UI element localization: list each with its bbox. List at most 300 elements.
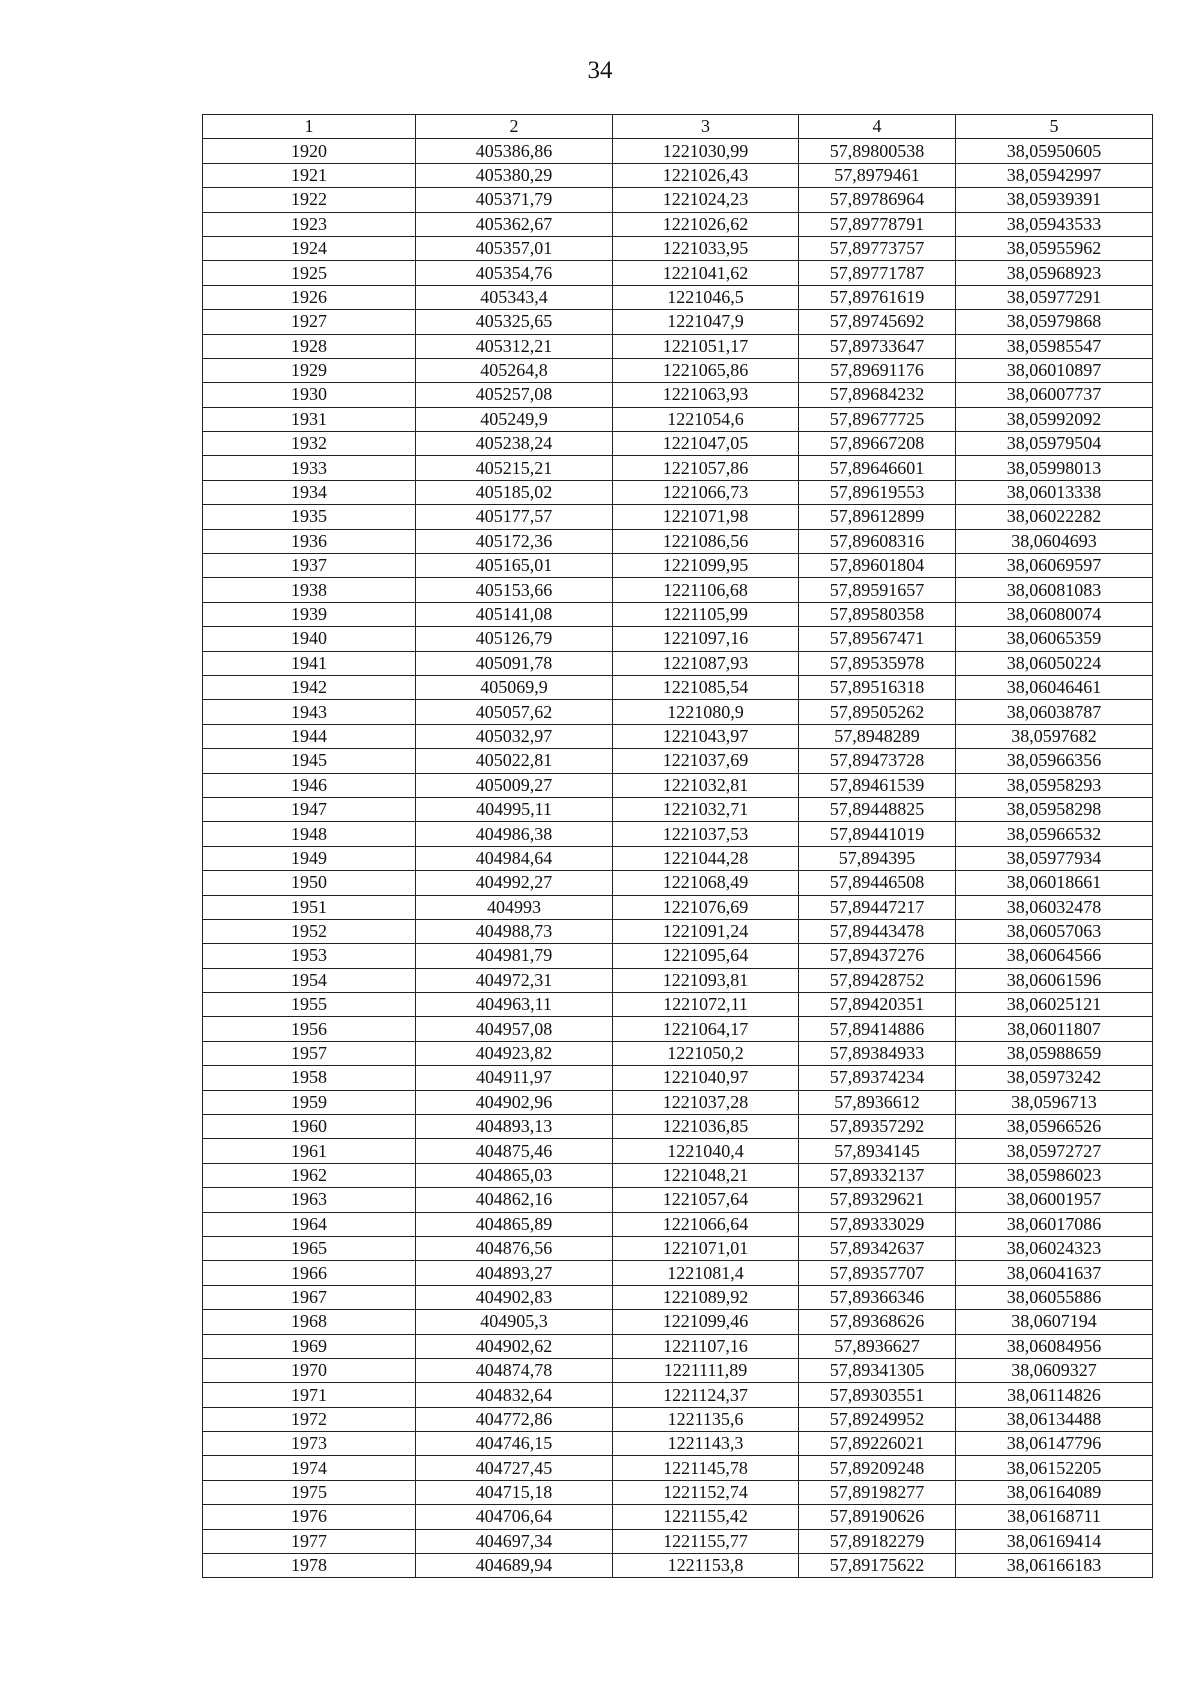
table-cell: 38,06038787 [956,700,1153,724]
table-cell: 404902,83 [416,1285,613,1309]
table-cell: 404993 [416,895,613,919]
table-cell: 38,05992092 [956,407,1153,431]
table-cell: 1221051,17 [613,334,799,358]
table-cell: 404893,13 [416,1115,613,1139]
table-cell: 405185,02 [416,480,613,504]
table-cell: 1961 [203,1139,416,1163]
table-cell: 57,89591657 [799,578,956,602]
table-row [203,993,1153,1017]
table-cell: 57,89691176 [799,358,956,382]
table-cell: 1972 [203,1407,416,1431]
table-cell: 57,89667208 [799,432,956,456]
table-cell: 57,89619553 [799,480,956,504]
table-cell: 57,8948289 [799,724,956,748]
table-cell: 38,06065359 [956,627,1153,651]
table-cell: 1221041,62 [613,261,799,285]
table-cell: 38,0597682 [956,724,1153,748]
table-row [203,188,1153,212]
table-cell: 57,89437276 [799,944,956,968]
table-cell: 1952 [203,919,416,943]
table-cell: 1221065,86 [613,358,799,382]
table-cell: 38,06084956 [956,1334,1153,1358]
table-row [203,1115,1153,1139]
table-row [203,529,1153,553]
table-cell: 38,06032478 [956,895,1153,919]
table-cell: 1221107,16 [613,1334,799,1358]
table-row [203,407,1153,431]
table-cell: 404957,08 [416,1017,613,1041]
table-cell: 57,89778791 [799,212,956,236]
column-header: 3 [613,115,799,139]
table-cell: 38,06080074 [956,602,1153,626]
table-cell: 38,05979868 [956,310,1153,334]
table-cell: 38,06055886 [956,1285,1153,1309]
table-cell: 38,05998013 [956,456,1153,480]
table-row [203,1432,1153,1456]
table-cell: 1221026,62 [613,212,799,236]
table-cell: 38,06164089 [956,1480,1153,1504]
table-cell: 57,8934145 [799,1139,956,1163]
table-row [203,505,1153,529]
table-cell: 57,89190626 [799,1505,956,1529]
table-cell: 57,89303551 [799,1383,956,1407]
column-header: 5 [956,115,1153,139]
table-row [203,1310,1153,1334]
table-cell: 1221085,54 [613,675,799,699]
table-cell: 1924 [203,236,416,260]
column-header: 2 [416,115,613,139]
table-cell: 57,89443478 [799,919,956,943]
table-cell: 405354,76 [416,261,613,285]
table-cell: 57,89516318 [799,675,956,699]
table-cell: 57,89329621 [799,1188,956,1212]
table-cell: 1221091,24 [613,919,799,943]
table-row [203,261,1153,285]
table-cell: 1221037,69 [613,749,799,773]
table-cell: 404988,73 [416,919,613,943]
table-cell: 1221143,3 [613,1432,799,1456]
table-cell: 1974 [203,1456,416,1480]
table-cell: 38,05986023 [956,1163,1153,1187]
table-cell: 38,0604693 [956,529,1153,553]
table-row [203,651,1153,675]
table-cell: 1221054,6 [613,407,799,431]
table-cell: 1929 [203,358,416,382]
table-cell: 38,06013338 [956,480,1153,504]
table-row [203,675,1153,699]
table-cell: 1927 [203,310,416,334]
table-cell: 1221099,95 [613,554,799,578]
table-cell: 38,06050224 [956,651,1153,675]
table-cell: 1940 [203,627,416,651]
table-cell: 1221095,64 [613,944,799,968]
table-row [203,1383,1153,1407]
table-cell: 1951 [203,895,416,919]
table-cell: 57,89771787 [799,261,956,285]
table-cell: 405141,08 [416,602,613,626]
table-row [203,749,1153,773]
table-row [203,285,1153,309]
table-row [203,1139,1153,1163]
table-cell: 57,89608316 [799,529,956,553]
table-cell: 57,89374234 [799,1066,956,1090]
table-cell: 405165,01 [416,554,613,578]
table-row [203,602,1153,626]
table-cell: 1957 [203,1041,416,1065]
table-cell: 404972,31 [416,968,613,992]
table-cell: 38,06114826 [956,1383,1153,1407]
table-cell: 404992,27 [416,871,613,895]
table-cell: 57,89761619 [799,285,956,309]
table-cell: 1960 [203,1115,416,1139]
table-cell: 1221155,77 [613,1529,799,1553]
table-cell: 405257,08 [416,383,613,407]
table-cell: 1221066,73 [613,480,799,504]
table-cell: 1221057,86 [613,456,799,480]
table-cell: 38,05973242 [956,1066,1153,1090]
table-cell: 1221068,49 [613,871,799,895]
table-cell: 1950 [203,871,416,895]
table-cell: 1936 [203,529,416,553]
table-cell: 38,06168711 [956,1505,1153,1529]
table-row [203,236,1153,260]
table-cell: 38,06025121 [956,993,1153,1017]
table-row [203,1066,1153,1090]
table-cell: 1221086,56 [613,529,799,553]
table-cell: 57,89567471 [799,627,956,651]
table-row [203,871,1153,895]
table-body [203,139,1153,1578]
table-cell: 57,89580358 [799,602,956,626]
table-cell: 404746,15 [416,1432,613,1456]
table-cell: 1221047,05 [613,432,799,456]
table-cell: 38,05966356 [956,749,1153,773]
table-cell: 38,06018661 [956,871,1153,895]
table-cell: 38,06152205 [956,1456,1153,1480]
table-cell: 57,89368626 [799,1310,956,1334]
table-cell: 38,06064566 [956,944,1153,968]
table-cell: 1221089,92 [613,1285,799,1309]
table-row [203,700,1153,724]
table-row [203,456,1153,480]
table-cell: 57,89505262 [799,700,956,724]
table-cell: 1221044,28 [613,846,799,870]
table-cell: 1935 [203,505,416,529]
table-row [203,797,1153,821]
table-cell: 1962 [203,1163,416,1187]
table-cell: 405091,78 [416,651,613,675]
table-cell: 1221048,21 [613,1163,799,1187]
table-cell: 404893,27 [416,1261,613,1285]
table-cell: 1221105,99 [613,602,799,626]
table-cell: 404706,64 [416,1505,613,1529]
table-cell: 57,89745692 [799,310,956,334]
table-cell: 1221072,11 [613,993,799,1017]
table-cell: 1221064,17 [613,1017,799,1041]
table-cell: 57,89786964 [799,188,956,212]
table-row [203,1285,1153,1309]
table-row [203,1188,1153,1212]
table-cell: 1954 [203,968,416,992]
table-cell: 57,89612899 [799,505,956,529]
table-cell: 1221066,64 [613,1212,799,1236]
table-cell: 1221040,4 [613,1139,799,1163]
table-row [203,895,1153,919]
table-row [203,773,1153,797]
table-cell: 57,89535978 [799,651,956,675]
table-cell: 38,0596713 [956,1090,1153,1114]
table-cell: 57,89773757 [799,236,956,260]
table-cell: 1955 [203,993,416,1017]
table-cell: 38,06046461 [956,675,1153,699]
table-cell: 38,06081083 [956,578,1153,602]
table-cell: 38,05955962 [956,236,1153,260]
table-row [203,822,1153,846]
table-cell: 1970 [203,1358,416,1382]
table-cell: 1965 [203,1236,416,1260]
table-cell: 404902,62 [416,1334,613,1358]
table-cell: 404697,34 [416,1529,613,1553]
table-cell: 57,89198277 [799,1480,956,1504]
table-cell: 1221081,4 [613,1261,799,1285]
table-cell: 57,89473728 [799,749,956,773]
table-cell: 1221040,97 [613,1066,799,1090]
table-cell: 57,89420351 [799,993,956,1017]
table-cell: 1221026,43 [613,163,799,187]
table-cell: 1958 [203,1066,416,1090]
table-cell: 405386,86 [416,139,613,163]
table-cell: 404862,16 [416,1188,613,1212]
table-cell: 1959 [203,1090,416,1114]
table-row [203,1041,1153,1065]
table-cell: 57,89428752 [799,968,956,992]
table-cell: 1978 [203,1554,416,1578]
table-cell: 38,06147796 [956,1432,1153,1456]
table-cell: 57,89182279 [799,1529,956,1553]
table-cell: 1221093,81 [613,968,799,992]
table-cell: 1928 [203,334,416,358]
table-cell: 405069,9 [416,675,613,699]
coordinates-table [202,114,1153,1578]
table-cell: 57,89366346 [799,1285,956,1309]
table-cell: 57,89800538 [799,139,956,163]
table-cell: 1221024,23 [613,188,799,212]
table-cell: 404865,03 [416,1163,613,1187]
table-cell: 1932 [203,432,416,456]
table-cell: 1221043,97 [613,724,799,748]
table-cell: 1977 [203,1529,416,1553]
table-cell: 1921 [203,163,416,187]
table-cell: 1221057,64 [613,1188,799,1212]
table-cell: 57,89384933 [799,1041,956,1065]
table-cell: 1967 [203,1285,416,1309]
table-cell: 1221063,93 [613,383,799,407]
table-row [203,432,1153,456]
table-cell: 57,89448825 [799,797,956,821]
table-row [203,944,1153,968]
table-cell: 1221033,95 [613,236,799,260]
table-cell: 404923,82 [416,1041,613,1065]
table-cell: 1939 [203,602,416,626]
table-row [203,1480,1153,1504]
table-cell: 38,05939391 [956,188,1153,212]
table-cell: 1964 [203,1212,416,1236]
table-cell: 38,06061596 [956,968,1153,992]
column-header: 1 [203,115,416,139]
table-cell: 57,89461539 [799,773,956,797]
table-cell: 405312,21 [416,334,613,358]
table-cell: 57,89601804 [799,554,956,578]
table-cell: 1221050,2 [613,1041,799,1065]
table-cell: 38,06134488 [956,1407,1153,1431]
table-cell: 405343,4 [416,285,613,309]
table-cell: 57,89332137 [799,1163,956,1187]
table-cell: 38,06022282 [956,505,1153,529]
table-row [203,334,1153,358]
table-row [203,968,1153,992]
table-cell: 405057,62 [416,700,613,724]
table-cell: 57,89447217 [799,895,956,919]
table-row [203,627,1153,651]
table-cell: 405172,36 [416,529,613,553]
table-row [203,1407,1153,1431]
table-cell: 405032,97 [416,724,613,748]
table-cell: 404986,38 [416,822,613,846]
table-cell: 38,0607194 [956,1310,1153,1334]
table-cell: 1946 [203,773,416,797]
table-cell: 1943 [203,700,416,724]
table-cell: 1920 [203,139,416,163]
table-cell: 38,06069597 [956,554,1153,578]
table-cell: 405022,81 [416,749,613,773]
table-cell: 57,89342637 [799,1236,956,1260]
table-cell: 1938 [203,578,416,602]
table-cell: 1976 [203,1505,416,1529]
table-cell: 404981,79 [416,944,613,968]
table-row [203,724,1153,748]
table-cell: 1948 [203,822,416,846]
table-cell: 38,05950605 [956,139,1153,163]
table-row [203,212,1153,236]
table-row [203,554,1153,578]
table-cell: 405264,8 [416,358,613,382]
table-cell: 1221099,46 [613,1310,799,1334]
table-cell: 1221155,42 [613,1505,799,1529]
table-cell: 404963,11 [416,993,613,1017]
table-cell: 404905,3 [416,1310,613,1334]
table-cell: 38,05988659 [956,1041,1153,1065]
table-cell: 57,894395 [799,846,956,870]
table-cell: 38,06010897 [956,358,1153,382]
table-row [203,1236,1153,1260]
table-cell: 405325,65 [416,310,613,334]
table-cell: 405238,24 [416,432,613,456]
table-cell: 57,89646601 [799,456,956,480]
table-cell: 1221080,9 [613,700,799,724]
table-cell: 38,06041637 [956,1261,1153,1285]
table-cell: 57,89209248 [799,1456,956,1480]
table-row [203,1090,1153,1114]
table-cell: 1934 [203,480,416,504]
table-cell: 1221032,71 [613,797,799,821]
table-cell: 38,06166183 [956,1554,1153,1578]
table-cell: 38,06017086 [956,1212,1153,1236]
table-row [203,919,1153,943]
table-cell: 404874,78 [416,1358,613,1382]
table-cell: 1942 [203,675,416,699]
table-cell: 1221097,16 [613,627,799,651]
table-row [203,1017,1153,1041]
table-cell: 1221076,69 [613,895,799,919]
table-cell: 1937 [203,554,416,578]
table-cell: 405126,79 [416,627,613,651]
table-cell: 1221037,53 [613,822,799,846]
table-row [203,1358,1153,1382]
table-cell: 405380,29 [416,163,613,187]
table-cell: 405371,79 [416,188,613,212]
table-row [203,163,1153,187]
table-cell: 1971 [203,1383,416,1407]
table-cell: 1968 [203,1310,416,1334]
table-cell: 38,06001957 [956,1188,1153,1212]
table-cell: 57,89446508 [799,871,956,895]
table-cell: 405153,66 [416,578,613,602]
table-cell: 404689,94 [416,1554,613,1578]
table-cell: 404911,97 [416,1066,613,1090]
table-cell: 38,05942997 [956,163,1153,187]
table-row [203,1505,1153,1529]
table-cell: 1941 [203,651,416,675]
table-cell: 57,89341305 [799,1358,956,1382]
table-row [203,310,1153,334]
table-cell: 1221153,8 [613,1554,799,1578]
table-row [203,1334,1153,1358]
table-row [203,139,1153,163]
table-cell: 38,05979504 [956,432,1153,456]
table-cell: 1221124,37 [613,1383,799,1407]
table-cell: 38,06011807 [956,1017,1153,1041]
table-cell: 405362,67 [416,212,613,236]
table-cell: 405177,57 [416,505,613,529]
table-row [203,846,1153,870]
table-row [203,480,1153,504]
table-row [203,383,1153,407]
table-cell: 38,06024323 [956,1236,1153,1260]
table-cell: 1973 [203,1432,416,1456]
table-cell: 1221046,5 [613,285,799,309]
table-row [203,578,1153,602]
table-cell: 1956 [203,1017,416,1041]
table-cell: 38,05943533 [956,212,1153,236]
table-cell: 1925 [203,261,416,285]
table-cell: 1949 [203,846,416,870]
table-cell: 1221135,6 [613,1407,799,1431]
table-row [203,1456,1153,1480]
table-cell: 38,06057063 [956,919,1153,943]
table-row [203,1212,1153,1236]
table-cell: 1923 [203,212,416,236]
table-cell: 38,05968923 [956,261,1153,285]
table-cell: 1922 [203,188,416,212]
table-cell: 38,05985547 [956,334,1153,358]
table-cell: 1221047,9 [613,310,799,334]
table-cell: 1953 [203,944,416,968]
table-cell: 1221111,89 [613,1358,799,1382]
table-cell: 57,89226021 [799,1432,956,1456]
table-cell: 1966 [203,1261,416,1285]
table-cell: 1221037,28 [613,1090,799,1114]
table-cell: 404715,18 [416,1480,613,1504]
